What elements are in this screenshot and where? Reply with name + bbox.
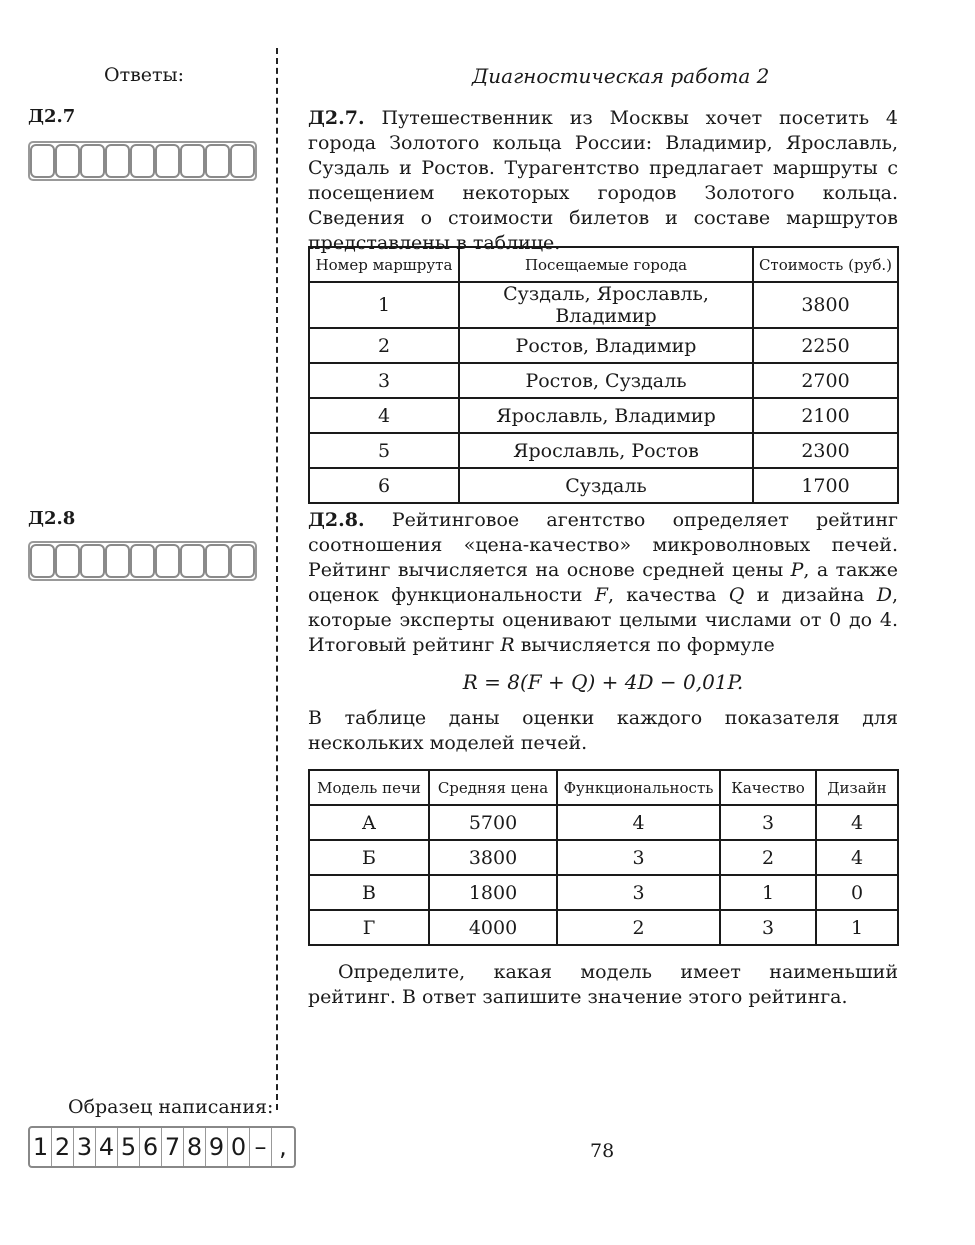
col-header: Модель печи — [309, 770, 429, 805]
col-header: Стоимость (руб.) — [753, 247, 898, 282]
sample-char: , — [279, 1133, 287, 1161]
table-cell: 4000 — [429, 910, 557, 945]
table-cell: Ростов, Суздаль — [459, 363, 753, 398]
table-cell: 3 — [309, 363, 459, 398]
table-row — [309, 398, 898, 433]
answers-label: Ответы: — [104, 64, 185, 86]
table-cell: 5700 — [429, 805, 557, 840]
task-8-answer-boxes[interactable] — [28, 541, 257, 581]
table-cell: 4 — [816, 805, 898, 840]
col-header: Дизайн — [816, 770, 898, 805]
col-header: Посещаемые города — [459, 247, 753, 282]
table-row — [309, 282, 898, 328]
task-8-text — [308, 508, 898, 658]
task-7-body: Путешественник из Москвы хочет посетить 4 города Золотого кольца России: Владимир, Ярославль, Суздаль и Ростов. Турагентство предлагает маршруты с посещением некоторых городов Золотого кольца. Сведения о стоимости билетов и составе маршрутов представлены в таблице. — [308, 107, 898, 254]
task-8-label: Д2.8. — [308, 509, 365, 531]
text-part: вычисляется по формуле — [514, 634, 775, 656]
col-header: Номер маршрута — [309, 247, 459, 282]
var-r: R — [500, 634, 515, 656]
sample-char: 6 — [140, 1128, 162, 1166]
table-cell: 0 — [816, 875, 898, 910]
routes-table — [308, 246, 899, 504]
sample-char: 3 — [74, 1128, 96, 1166]
var-d: D — [876, 584, 892, 606]
table-cell: 4 — [557, 805, 720, 840]
var-f: F — [594, 584, 608, 606]
sample-char: 1 — [30, 1128, 52, 1166]
table-cell: 2250 — [753, 328, 898, 363]
rating-formula — [308, 670, 898, 694]
table-cell: 1 — [720, 875, 816, 910]
table-cell: 4 — [816, 840, 898, 875]
table-cell: 2700 — [753, 363, 898, 398]
table-cell: Б — [309, 840, 429, 875]
table-cell: А — [309, 805, 429, 840]
task-7-id: Д2.7 — [28, 106, 76, 127]
sample-char: 8 — [184, 1128, 206, 1166]
ovens-table — [308, 769, 899, 946]
sample-char: 5 — [118, 1128, 140, 1166]
var-q: Q — [728, 584, 745, 606]
text-part: Рейтинговое агентство определяет рейтинг соотношения «цена-качество» микроволновых печей. Рейтинг вычисляется на основе средней цены — [308, 509, 898, 581]
page-number: 78 — [590, 1140, 615, 1162]
task-8-id: Д2.8 — [28, 508, 76, 529]
table-cell: 6 — [309, 468, 459, 503]
col-header: Функциональность — [557, 770, 720, 805]
task-7-label: Д2.7. — [308, 107, 365, 129]
col-header: Средняя цена — [429, 770, 557, 805]
sample-char: 0 — [228, 1128, 250, 1166]
var-p: P — [790, 559, 804, 581]
table-cell: 2300 — [753, 433, 898, 468]
table-cell: Суздаль — [459, 468, 753, 503]
table-cell: 3800 — [429, 840, 557, 875]
table-row — [309, 468, 898, 503]
table-row — [309, 910, 898, 945]
table-cell: Ярославль, Ростов — [459, 433, 753, 468]
text-part: , а также оценок функциональности — [308, 559, 898, 606]
formula-text: R = 8(F + Q) + 4D − 0,01P. — [462, 670, 744, 694]
page-header-title: Диагностическая работа 2 — [472, 64, 770, 88]
writing-sample — [28, 1126, 296, 1168]
table-row — [309, 433, 898, 468]
table-intro: В таблице даны оценки каждого показателя для нескольких моделей печей. — [308, 707, 898, 754]
text-part: , которые эксперты оценивают целыми числами от 0 до 4. Итоговый рейтинг — [308, 584, 898, 656]
table-cell: 3 — [720, 805, 816, 840]
table-cell: Г — [309, 910, 429, 945]
table-row — [309, 840, 898, 875]
task-7-text — [308, 106, 898, 256]
table-cell: 1 — [309, 282, 459, 328]
table-cell: Ярославль, Владимир — [459, 398, 753, 433]
table-cell: 2100 — [753, 398, 898, 433]
sample-char: – — [250, 1128, 272, 1166]
table-cell: 1800 — [429, 875, 557, 910]
table-cell: 5 — [309, 433, 459, 468]
sample-char: 4 — [96, 1128, 118, 1166]
dashed-divider — [276, 48, 278, 1110]
task-7-answer-boxes[interactable] — [28, 141, 257, 181]
table-header-row — [309, 247, 898, 282]
table-cell: 3 — [557, 875, 720, 910]
sample-char: 7 — [162, 1128, 184, 1166]
table-cell: 2 — [720, 840, 816, 875]
table-cell: 3 — [720, 910, 816, 945]
table-cell: 2 — [557, 910, 720, 945]
table-cell: В — [309, 875, 429, 910]
table-cell: 3 — [557, 840, 720, 875]
table-row — [309, 875, 898, 910]
table-row — [309, 363, 898, 398]
table-cell: Ростов, Владимир — [459, 328, 753, 363]
table-cell: 1 — [816, 910, 898, 945]
sample-label: Образец написания: — [68, 1096, 274, 1118]
table-header-row — [309, 770, 898, 805]
col-header: Качество — [720, 770, 816, 805]
table-row — [309, 328, 898, 363]
table-cell: Суздаль, Ярославль, Владимир — [459, 282, 753, 328]
table-cell: 3800 — [753, 282, 898, 328]
table-cell: 2 — [309, 328, 459, 363]
sample-char: 2 — [52, 1128, 74, 1166]
text-part: и дизайна — [744, 584, 877, 606]
sample-char: 9 — [206, 1128, 228, 1166]
table-cell: 4 — [309, 398, 459, 433]
text-part: , качества — [607, 584, 729, 606]
task-8-question: Определите, какая модель имеет наименьший рейтинг. В ответ запишите значение этого рейтинга. — [308, 961, 898, 1008]
table-row — [309, 805, 898, 840]
table-cell: 1700 — [753, 468, 898, 503]
